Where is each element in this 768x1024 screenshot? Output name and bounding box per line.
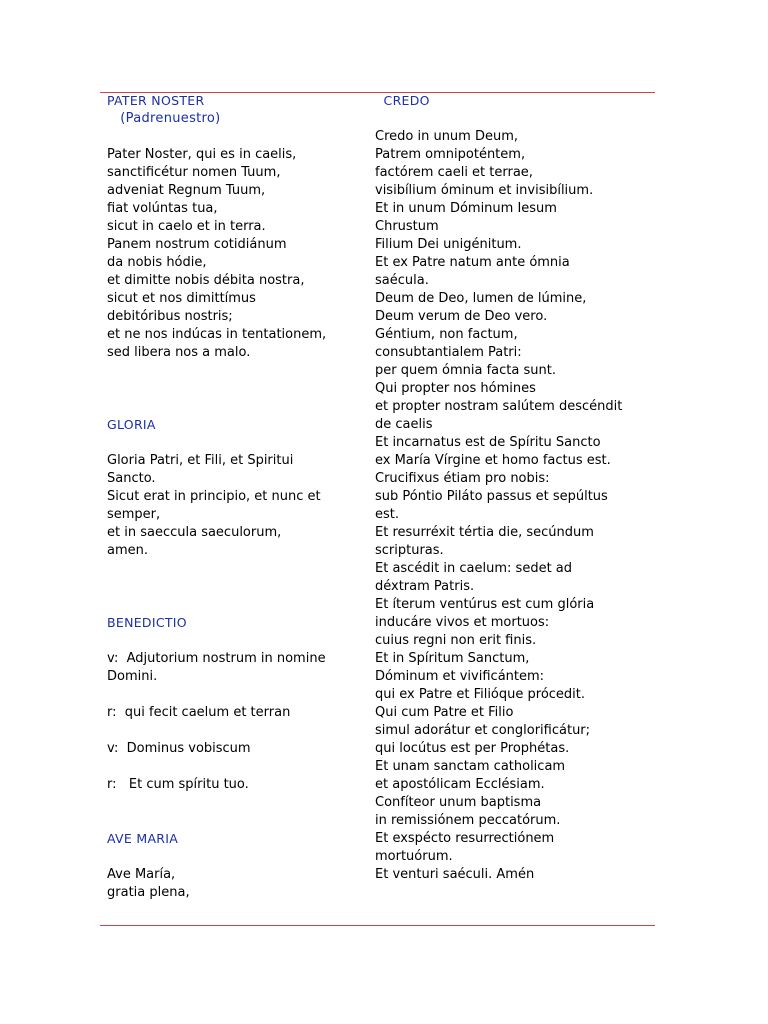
text-line: Et ex Patre natum ante ómnia <box>375 255 570 270</box>
text-line: et dimitte nobis débita nostra, <box>107 273 305 288</box>
text-line: Chrustum <box>375 219 439 234</box>
text-line: est. <box>375 507 400 522</box>
text-line: debitóribus nostris; <box>107 309 233 324</box>
text-line: Gloria Patri, et Fili, et Spiritui <box>107 453 294 468</box>
text-line: et apostólicam Ecclésiam. <box>375 777 545 792</box>
gloria-title: GLORIA <box>107 417 156 432</box>
text-line: Ave María, <box>107 867 176 882</box>
text-line: et ne nos indúcas in tentationem, <box>107 327 327 342</box>
text-line: sicut et nos dimittímus <box>107 291 256 306</box>
text-line: Et ascédit in caelum: sedet ad <box>375 561 573 576</box>
text-line: Credo in unum Deum, <box>375 129 519 144</box>
text-line: saécula. <box>375 273 429 288</box>
text-line: de caelis <box>375 417 433 432</box>
right-column <box>375 92 645 884</box>
text-line: scripturas. <box>375 543 444 558</box>
text-line: sicut in caelo et in terra. <box>107 219 266 234</box>
text-line: Panem nostrum cotidiánum <box>107 237 287 252</box>
text-line: Sicut erat in principio, et nunc et <box>107 489 321 504</box>
text-line: inducáre vivos et mortuos: <box>375 615 550 630</box>
text-line: ex María Vírgine et homo factus est. <box>375 453 611 468</box>
text-line: Deum de Deo, lumen de lúmine, <box>375 291 587 306</box>
benedictio-title: BENEDICTIO <box>107 615 187 630</box>
text-line: amen. <box>107 543 148 558</box>
text-line: Et íterum ventúrus est cum glória <box>375 597 595 612</box>
text-line: Géntium, non factum, <box>375 327 518 342</box>
text-line: Qui propter nos hómines <box>375 381 536 396</box>
bottom-rule <box>100 925 655 926</box>
pater-noster-body <box>107 146 362 362</box>
benedictio-body <box>107 650 362 794</box>
text-line: sed libera nos a malo. <box>107 345 251 360</box>
text-line: Et in unum Dóminum Iesum <box>375 201 557 216</box>
text-line: mortuórum. <box>375 849 453 864</box>
versicle-line: v: Dominus vobiscum <box>107 741 251 756</box>
text-line: adveniat Regnum Tuum, <box>107 183 266 198</box>
text-line: qui ex Patre et Filióque prócedit. <box>375 687 586 702</box>
credo-body <box>375 128 645 884</box>
text-line: cuius regni non erit finis. <box>375 633 537 648</box>
response-line: r: Et cum spíritu tuo. <box>107 777 249 792</box>
text-line: Et resurréxit tértia die, secúndum <box>375 525 594 540</box>
gloria-body <box>107 452 362 560</box>
pater-noster-title: PATER NOSTER <box>107 93 205 108</box>
text-line: da nobis hódie, <box>107 255 207 270</box>
credo-title: CREDO <box>375 93 430 108</box>
pater-noster-subtitle: (Padrenuestro) <box>107 111 221 126</box>
text-line: factórem caeli et terrae, <box>375 165 533 180</box>
text-line: Et in Spíritum Sanctum, <box>375 651 530 666</box>
versicle-line: Domini. <box>107 669 158 684</box>
text-line: et propter nostram salútem descéndit <box>375 399 623 414</box>
response-line: r: qui fecit caelum et terran <box>107 705 291 720</box>
text-line: Sancto. <box>107 471 156 486</box>
text-line: Et venturi saéculi. Amén <box>375 867 535 882</box>
text-line: visibílium óminum et invisibílium. <box>375 183 594 198</box>
text-line: fiat volúntas tua, <box>107 201 218 216</box>
text-line: Et unam sanctam catholicam <box>375 759 566 774</box>
text-line: Confíteor unum baptisma <box>375 795 542 810</box>
text-line: Deum verum de Deo vero. <box>375 309 548 324</box>
text-line: Qui cum Patre et Filio <box>375 705 514 720</box>
text-line: Patrem omnipoténtem, <box>375 147 526 162</box>
text-line: et in saeccula saeculorum, <box>107 525 282 540</box>
ave-maria-body <box>107 866 362 902</box>
text-line: Dóminum et vivificántem: <box>375 669 545 684</box>
text-line: simul adorátur et conglorificátur; <box>375 723 591 738</box>
text-line: déxtram Patris. <box>375 579 475 594</box>
text-line: Pater Noster, qui es in caelis, <box>107 147 297 162</box>
text-line: sanctificétur nomen Tuum, <box>107 165 281 180</box>
left-column <box>107 92 362 902</box>
text-line: sub Póntio Piláto passus et sepúltus <box>375 489 608 504</box>
text-line: Et exspécto resurrectiónem <box>375 831 555 846</box>
versicle-line: v: Adjutorium nostrum in nomine <box>107 651 326 666</box>
text-line: Filium Dei unigénitum. <box>375 237 522 252</box>
text-line: Crucifixus étiam pro nobis: <box>375 471 550 486</box>
text-line: consubtantialem Patri: <box>375 345 522 360</box>
text-line: gratia plena, <box>107 885 190 900</box>
text-line: Et incarnatus est de Spíritu Sancto <box>375 435 601 450</box>
text-line: semper, <box>107 507 161 522</box>
ave-maria-title: AVE MARIA <box>107 831 179 846</box>
text-line: in remissiónem peccatórum. <box>375 813 561 828</box>
text-line: qui locútus est per Prophétas. <box>375 741 570 756</box>
text-line: per quem ómnia facta sunt. <box>375 363 556 378</box>
